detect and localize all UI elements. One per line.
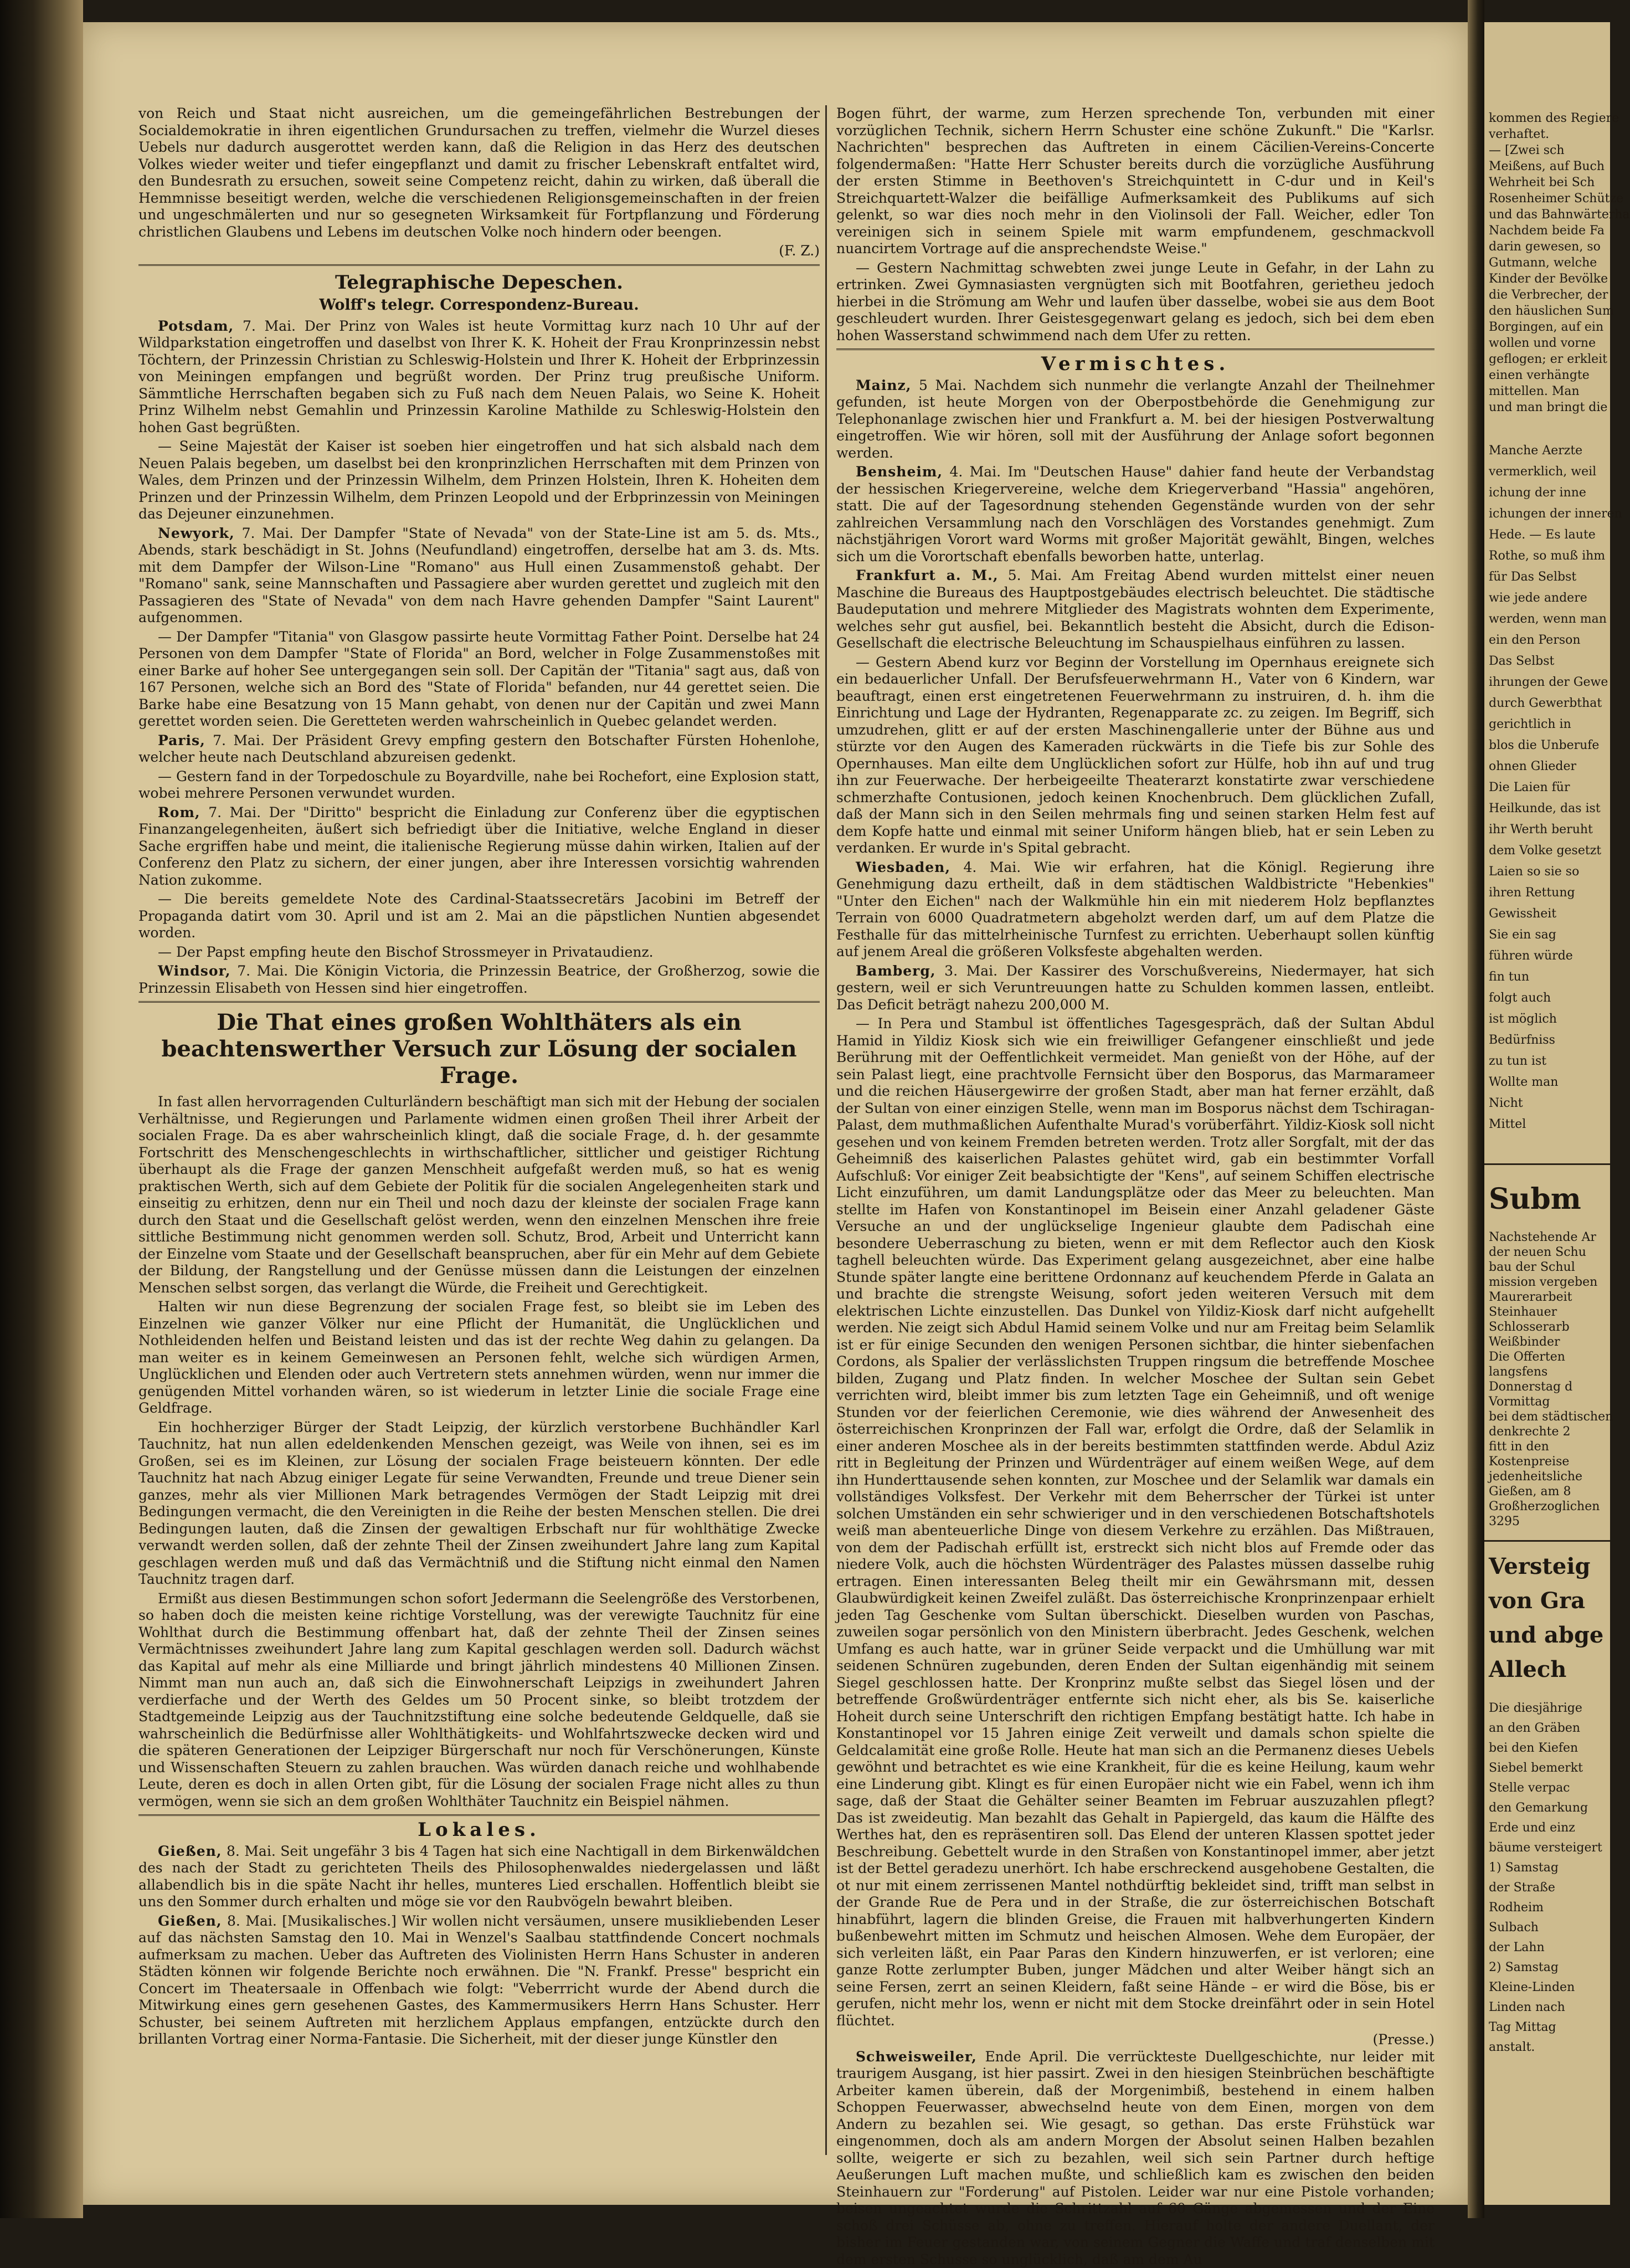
adjacent-page-line: führen würde xyxy=(1489,948,1605,964)
adjacent-page-line: verhaftet. xyxy=(1489,127,1605,142)
vermischtes-place: Wiesbaden, xyxy=(856,859,950,875)
vermischtes-text: 5 Mai. Nachdem sich nunmehr die verlangte Anzahl der Theilnehmer gefunden, ist heute Morgen von der Oberpostbehörde die Genehmigung zur Telephonanlage zwischen hier und Frankfurt a. M. bei der hiesigen Postverwaltung eingetroffen. Wie wir hören, soll mit der Ausführung der Anlage sofort begonnen werden. xyxy=(836,377,1434,461)
adjacent-page-line: und abge xyxy=(1489,1620,1605,1651)
adjacent-page-line: Kleine-Linden xyxy=(1489,1980,1605,1995)
adjacent-page-line: darin gewesen, so xyxy=(1489,239,1605,255)
vermischtes-place: Frankfurt a. M., xyxy=(856,567,999,583)
vermischtes-text: 4. Mai. Wie wir erfahren, hat die Königl. Regierung ihre Genehmigung dazu ertheilt, daß in dem städtischen Waldbistricte "Hebenkies" "Unter den Eichen" nach der Walkmühle hin ein mit niederem Holz bepflanztes Terrain von 6000 Quadratmetern abgeholzt werden darf, um auf dem Platze die Festhalle für das mittelrheinische Turnfest zu errichten. Ueberhaupt sollen künftig auf jenem Areal die größeren Volksfeste abgehalten werden. xyxy=(836,859,1434,960)
vermischtes-item xyxy=(836,2049,1434,2268)
adjacent-page-divider xyxy=(1484,1163,1610,1165)
adjacent-page-line: Rothe, so muß ihm xyxy=(1489,548,1605,564)
dispatch-text: — Gestern fand in der Torpedoschule zu Boyardville, nahe bei Rochefort, eine Explosion statt, wobei mehrere Personen verwundet wurden. xyxy=(138,768,820,802)
dispatch-text: 7. Mai. Der Prinz von Wales ist heute Vormittag kurz nach 10 Uhr auf der Wildparkstation eingetroffen und daselbst von Ihrer K. K. Hoheit der Frau Kronprinzessin nebst Töchtern, der Prinzessin Christian zu Schleswig-Holstein und Ihrer K. Hoheit der Erbprinzessin von Meiningen empfangen und begrüßt worden. Der Prinz trug preußische Uniform. Sämmtliche Herrschaften begaben sich zu Fuß nach dem Neuen Palais, wo Seine K. Hoheit Prinz Wilhelm nebst Gemahlin und Prinzessin Karoline Mathilde zu Schleswig-Holstein den hohen Gast begrüßten. xyxy=(138,318,820,435)
presse-signature: (Presse.) xyxy=(836,2031,1434,2049)
adjacent-page-line: der neuen Schu xyxy=(1489,1245,1605,1260)
lokales-place: Gießen, xyxy=(158,1913,222,1929)
dispatch-item xyxy=(138,438,820,523)
dispatch-text: 7. Mai. Der Präsident Grevy empfing gestern den Botschafter Fürsten Hohenlohe, welcher heute nach Deutschland abzureisen gedenkt. xyxy=(138,732,820,766)
adjacent-page-line: den häuslichen Sum xyxy=(1489,304,1605,319)
adjacent-page-line: einen verhängte xyxy=(1489,368,1605,383)
adjacent-page-line: Nachstehende Ar xyxy=(1489,1230,1605,1245)
adjacent-page-fragment xyxy=(1484,22,1610,2205)
book-binding-edge xyxy=(0,0,83,2218)
adjacent-page-line: Gewissheit xyxy=(1489,906,1605,922)
vermischtes-item xyxy=(836,654,1434,857)
vermischtes-item xyxy=(836,859,1434,961)
article-paragraph: Ein hochherziger Bürger der Stadt Leipzig, der kürzlich verstorbene Buchhändler Karl Tauchnitz, hat nun allen edeldenkenden Menschen gezeigt, was Weile von ihnen, sei es im Großen, sei es im Kleinen, zur Lösung der socialen Frage beisteuern könnten. Der edle Tauchnitz hat nach Abzug einiger Legate für seine Verwandten, Freunde und treue Diener sein ganzes, mehr als vier Millionen Mark betragendes Vermögen der Stadt Leipzig mit drei Bedingungen vermacht, die den Vereinigten in die Reihe der besten Menschen stellen. Die drei Bedingungen lauten, daß die Zinsen der gewaltigen Erbschaft nur für wohlthätige Zwecke verwandt werden sollen, daß der zehnte Theil der Zinsen zweihundert Jahre lang zum Kapital geschlagen werden muß und daß das Vermächtniß und die Stiftung nicht einmal den Namen Tauchnitz tragen darf. xyxy=(138,1419,820,1588)
adjacent-page-line: fin tun xyxy=(1489,969,1605,985)
adjacent-page-line: denkrechte 2 xyxy=(1489,1424,1605,1440)
article-paragraph: Halten wir nun diese Begrenzung der socialen Frage fest, so bleibt sie im Leben des Einzelnen wie ganzer Völker nur eine Pflicht der Humanität, die Unglücklichen und Nothleidenden helfen und Beistand leisten und das ist der rechte Weg dahin zu gelangen. Da man weiter es in keinem Gemeinwesen an Personen fehlt, welche sich würdigen Armen, Unglücklichen und Elenden oder auch Vertretern stets annehmen würden, wenn nur immer die genügenden Mittel vorhanden wären, so ist wiederum in letzter Linie die sociale Frage eine Geldfrage. xyxy=(138,1299,820,1417)
adjacent-page-heading: Subm xyxy=(1489,1180,1605,1219)
article-paragraph: Ermißt aus diesen Bestimmungen schon sofort Jedermann die Seelengröße des Verstorbenen, so haben doch die meisten keine richtige Vorstellung, was der verewigte Tauchnitz für eine Wohlthat durch die Bestimmung offenbart hat, daß der zehnte Theil der Zinsen seines Vermächtnisses zweihundert Jahre lang zum Kapital geschlagen werden soll. Dadurch wächst das Kapital auf mehr als eine Milliarde und bringt jährlich mindestens 40 Millionen Zinsen. Nimmt man nun auch an, daß sich die Einwohnerschaft Leipzigs in zweihundert Jahren verdierfache und der Werth des Geldes um 50 Procent sinke, so bleibt trotzdem der Stadtgemeinde Leipzig aus der Tauchnitzstiftung eine solche bedeutende Geldquelle, daß sie wahrscheinlich die Bedürfnisse aller Wohlthätigkeits- und Wohlfahrtszwecke decken wird und die späteren Generationen der Leipziger Bürgerschaft nur noch für Verschönerungen, Künste und Wissenschaften Steuern zu zahlen brauchen. Was würden danach reiche und wohlhabende Leute, deren es doch in allen Orten gibt, für die Lösung der socialen Frage nicht alles zu thun vermögen, wenn sie sich an dem großen Wohlthäter Tauchnitz ein Beispiel nähmen. xyxy=(138,1590,820,1810)
adjacent-page-line: Wollte man xyxy=(1489,1075,1605,1090)
vermischtes-place: Bamberg, xyxy=(856,963,936,979)
adjacent-page-line: Borgingen, auf ein xyxy=(1489,320,1605,335)
adjacent-page-line: und man bringt die xyxy=(1489,400,1605,415)
adjacent-page-line: ihrungen der Gewe xyxy=(1489,675,1605,690)
adjacent-page-line: Großherzoglichen xyxy=(1489,1499,1605,1515)
continuation-paragraph: — Gestern Nachmittag schwebten zwei junge Leute in Gefahr, in der Lahn zu ertrinken. Zwei Gymnasiasten vergnügten sich mit Bootfahren, gerietheu jedoch hierbei in die Strömung am Wehr und laufen über dasselbe, wobei sie aus dem Boot geschleudert wurden. Ihrer Geistesgegenwart gelang es jedoch, sich bei dem eben hohen Wasserstand schwimmend nach dem Ufer zu retten. xyxy=(836,260,1434,345)
vermischtes-place: Mainz, xyxy=(856,377,911,393)
adjacent-page-divider xyxy=(1484,1540,1610,1542)
column-rule xyxy=(825,105,827,2155)
adjacent-page-line: mission vergeben xyxy=(1489,1275,1605,1290)
adjacent-page-line: durch Gewerbthat xyxy=(1489,696,1605,711)
adjacent-page-line: 2) Samstag xyxy=(1489,1960,1605,1975)
dispatch-text: — Der Papst empfing heute den Bischof Strossmeyer in Privataudienz. xyxy=(158,944,654,960)
dispatch-item xyxy=(138,963,820,997)
adjacent-page-line: Stelle verpac xyxy=(1489,1780,1605,1796)
adjacent-page-line: ohnen Glieder xyxy=(1489,759,1605,774)
adjacent-page-line: 1) Samstag xyxy=(1489,1860,1605,1876)
adjacent-page-line: Die diesjährige xyxy=(1489,1701,1605,1716)
telegraph-subheading: Wolff's telegr. Correspondenz-Bureau. xyxy=(138,296,820,315)
adjacent-page-line: Versteig xyxy=(1489,1551,1605,1582)
vermischtes-text: — In Pera und Stambul ist öffentliches Tagesgespräch, daß der Sultan Abdul Hamid in Yildiz Kiosk sich wie ein freiwilliger Gefangener einschließt und jede Berührung mit der Oeffentlichkeit vermeidet. Man genießt von der Höhe, auf der sein Palast liegt, eine prachtvolle Fernsicht über den Bosporus, das Marmarameer und die reichen Häusergewirre der großen Stadt, aber man hat ferner erzählt, daß der Sultan von einer einzigen Stelle, wenn man im Bosporus nächst dem Tschiragan-Palast, dem muthmaßlichen Aufenthalte Murad's vorüberfährt. Yildiz-Kiosk soll nicht gesehen und von keinem Fremden betreten werden. Trotz aller Sorgfalt, mit der das Geheimniß des kaiserlichen Palastes gehütet wird, gab ein bestimmter Vorfall Aufschluß: Vor einiger Zeit beabsichtigte der "Kens", auf seinem Schiffen electrische Licht einzuführen, um damit Landungsplätze oder das Meer zu beleuchten. Man stellte im Hafen von Konstantinopel im Beisein einer Anzahl geladener Gäste Versuche an und der unglückselige Ingenieur glaubte dem Padischah eine besondere Ueberraschung zu bieten, wenn er mit dem Reflector auch den Kiosk taghell beleuchten würde. Das Experiment gelang ausgezeichnet, aber eine halbe Stunde später langte eine berittene Ordonnanz auf keuchendem Pferde in Galata an und brachte die strengste Weisung, sofort jeden weiteren Versuch mit dem elektrischen Lichte einzustellen. Das Dunkel von Yildiz-Kiosk darf nicht aufgehellt werden. Nie zeigt sich Abdul Hamid seinem Volke und nur am Freitag beim Selamlik ist er für einige Secunden den wenigen Personen sichtbar, die hinter siebenfachen Cordons, als Spalier der verlässlichsten Truppen ringsum die betreffende Moschee bilden, Zugang und Platz finden. In welcher Moschee der Sultan sein Gebet verrichten wird, bleibt immer bis zum letzten Tage ein Geheimniß, und oft wenige Stunden vor der feierlichen Ceremonie, wie dies während der Anwesenheit des österreichischen Kronprinzen der Fall war, erfolgt die Ordre, daß der Selamlik in einer anderen Moschee als in der bereits bestimmten stattfinden werde. Abdul Aziz ritt in Begleitung der Prinzen und Würdenträger auf einem weißen Wege, auf dem ihn Hunderttausende sehen konnten, zur Moschee und der Selamlik war damals ein vollständiges Volksfest. Der Verkehr mit dem Beherrscher der Türkei ist unter solchen Umständen ein sehr schwieriger und in den verschiedenen Botschaftshotels weiß man abenteuerliche Dinge von diesem Verkehre zu erzählen. Das Mißtrauen, von dem der Padischah erfüllt ist, erstreckt sich nicht blos auf Fremde oder das niedere Volk, auch die höchsten Würdenträger des Palastes müssen dasselbe ruhig ertragen. Einen interessanten Beleg theilt mir ein Gewährsmann mit, dessen Glaubwürdigkeit keinen Zweifel zuläßt. Das österreichische Kronprinzenpaar erhielt jeden Tag Geschenke vom Sultan überschickt. Dieselben wurden von Paschas, zuweilen sogar persönlich von den Ministern überbracht. Jedes Geschenk, welchen Umfang es auch hatte, war in grüner Seide verpackt und die Umhüllung war mit seidenen Schnüren zugebunden, deren Enden der Sultan eigenhändig mit seinem Siegel geschlossen hatte. Der Kronprinz mußte selbst das Siegel lösen und der betreffende Großwürdenträger entfernte sich nicht eher, als bis Se. kaiserliche Hoheit durch seine Unterschrift den richtigen Empfang bestätigt hatte. Ich habe in Konstantinopel vor 15 Jahren einige Zeit verweilt und damals schon spielte die Geldcalamität eine große Rolle. Heute hat man sich an die Permanenz dieses Uebels gewöhnt und betrachtet es wie eine Krankheit, für die es keine Heilung, kaum wehr eine Linderung gibt. Klingt es für einen Europäer nicht wie ein Fabel, wenn ich ihm sage, daß der Staat die Gehälter seiner Beamten im Februar auszuzahlen pflegt? Das ist zweideutig. Man bezahlt das Gehalt in Papiergeld, das kaum die Hälfte des Werthes hat, den es repräsentiren soll. Das Elend der unteren Klassen spottet jeder Beschreibung. Gebettelt wurde in den Straßen von Konstantinopel immer, aber jetzt ist der Bettel geradezu unerhört. Ich habe erschreckend ausgehobene Gestalten, die ot nur mit einem zerrissenen Mantel nothdürftig bekleidet sind, trifft man selbst in der Grande Rue de Pera und in der Straße, die zur österreichischen Botschaft hinabführt, lagern die blinden Greise, die Frauen mit halbverhungerten Kindern bußenbewehrt mitten im Schmutz und heischen Almosen. Wehe dem Europäer, der sich verleiten läßt, ein Paar Paras den Kindern hinzuwerfen, er ist verloren; eine ganze Rotte zerlumpter Buben, junger Mädchen und alter Weiber hängt sich an seine Fersen, zerrt an seinen Kleidern, faßt seine Hände – er wird die Böse, bis er gerufen, nicht mehr los, wenn er nicht mit dem Stocke dreinfährt oder in sein Hotel flüchtet. xyxy=(836,1015,1434,2029)
adjacent-page-line: Manche Aerzte xyxy=(1489,443,1605,459)
adjacent-page-line: Weißbinder xyxy=(1489,1335,1605,1350)
intro-signature: (F. Z.) xyxy=(138,243,820,260)
adjacent-page-line: Laien so sie so xyxy=(1489,864,1605,880)
adjacent-page-line: Linden nach xyxy=(1489,2000,1605,2015)
adjacent-page-line: vermerklich, weil xyxy=(1489,464,1605,480)
adjacent-page-line: Das Selbst xyxy=(1489,654,1605,669)
continuation-paragraph: Bogen führt, der warme, zum Herzen sprechende Ton, verbunden mit einer vorzüglichen Technik, sichern Herrn Schuster eine schöne Zukunft." Die "Karlsr. Nachrichten" besprechen das Auftreten in einem Cäcilien-Vereins-Concerte folgendermaßen: "Hatte Herr Schuster bereits durch die vorzügliche Ausführung der ersten Stimme in Beethoven's Streichquintett in C-dur und in Keil's Streichquartett-Walzer die beifällige Aufmerksamkeit des Publikums auf sich gelenkt, so war dies noch mehr in den Violinsoli der Fall. Weicher, edler Ton vereinigen sich in seinem Spiele mit warm empfundenem, geschmackvoll nuancirtem Vortrage auf die ansprechendste Weise." xyxy=(836,105,1434,258)
adjacent-page-line: Gutmann, welche xyxy=(1489,255,1605,271)
adjacent-page-line: Vormittag xyxy=(1489,1394,1605,1410)
dispatch-place: Paris, xyxy=(158,732,205,748)
vermischtes-item xyxy=(836,464,1434,565)
dispatch-place: Windsor, xyxy=(158,963,231,979)
vermischtes-heading: Vermischtes. xyxy=(836,356,1434,373)
adjacent-page-line: Maurerarbeit xyxy=(1489,1290,1605,1305)
adjacent-page-line: Heilkunde, das ist xyxy=(1489,801,1605,817)
section-divider xyxy=(138,264,820,266)
adjacent-page-line: Donnerstag d xyxy=(1489,1379,1605,1395)
dispatch-item xyxy=(138,891,820,942)
dispatch-text: 7. Mai. Der "Diritto" bespricht die Einladung zur Conferenz über die egyptischen Finanzangelegenheiten, äußert sich befriedigt über die Initiative, welche England in dieser Sache ergriffen habe und meint, die italienische Regierung müsse dahin wirken, Italien auf der Conferenz den Platz zu sichern, der einer jungen, aber ihre Interessen vorsichtig wahrenden Nation zukomme. xyxy=(138,804,820,888)
adjacent-page-line: ihren Rettung xyxy=(1489,885,1605,901)
adjacent-page-line: fitt in den xyxy=(1489,1439,1605,1455)
dispatch-item xyxy=(138,732,820,766)
adjacent-page-line: dem Volke gesetzt xyxy=(1489,843,1605,859)
adjacent-page-line: Nicht xyxy=(1489,1096,1605,1111)
adjacent-page-line: Siebel bemerkt xyxy=(1489,1761,1605,1776)
adjacent-page-line: ihr Werth beruht xyxy=(1489,822,1605,838)
adjacent-page-line: Kinder der Bevölke xyxy=(1489,271,1605,287)
adjacent-page-line: Gießen, am 8 xyxy=(1489,1484,1605,1500)
adjacent-page-line: langsfens xyxy=(1489,1364,1605,1380)
lokales-place: Gießen, xyxy=(158,1843,222,1859)
adjacent-page-line: bäume versteigert xyxy=(1489,1840,1605,1856)
adjacent-page-line: wie jede andere xyxy=(1489,591,1605,606)
adjacent-page-line: anstalt. xyxy=(1489,2040,1605,2055)
vermischtes-text: — Gestern Abend kurz vor Beginn der Vorstellung im Opernhaus ereignete sich ein bedauerlicher Unfall. Der Berufsfeuerwehrmann H., Vater von 6 Kindern, war beauftragt, einen erst eingetretenen Feuerwehrmann zu instruiren, d. h. ihm die Einrichtung und Lage der Hydranten, Regenapparate zc. zu zeigen. Im Begriff, sich umzudrehen, glitt er auf der ersten Maschinengallerie unter der Bühne aus und stürzte vor den Augen des Kameraden rückwärts in die Tiefe bis zur Sohle des Opernhauses. Man eilte dem Unglücklichen sofort zur Hülfe, hob ihn auf und trug ihn zur Feuerwache. Der herbeigeeilte Theaterarzt konstatirte zwar verschiedene schmerzhafte Contusionen, jedoch keinen Knochenbruch. Dem glücklichen Zufall, daß der Mann sich in den Seilen mehrmals fing und seinen starken Helm fest auf dem Kopfe hatte und einmal mit seiner Uniform hängen blieb, hat er sein Leben zu verdanken. Er wurde in's Spital gebracht. xyxy=(836,654,1434,856)
dispatch-item xyxy=(138,318,820,437)
adjacent-page-line: jedenheitsliche xyxy=(1489,1469,1605,1485)
adjacent-page-line: Wehrheit bei Sch xyxy=(1489,175,1605,191)
telegraph-heading: Telegraphische Depeschen. xyxy=(138,271,820,294)
adjacent-page-line: von Gra xyxy=(1489,1585,1605,1617)
adjacent-page-line: kommen des Regiere xyxy=(1489,111,1605,126)
adjacent-page-line: Sulbach xyxy=(1489,1920,1605,1936)
adjacent-page-line: für Das Selbst xyxy=(1489,569,1605,585)
dispatch-place: Potsdam, xyxy=(158,318,234,334)
dispatch-text: — Der Dampfer "Titania" von Glasgow passirte heute Vormittag Father Point. Derselbe hat 24 Personen von dem Dampfer "State of Florida" an Bord, welcher in Folge Zusammenstoßes mit einer Barke auf hoher See untergegangen sein soll. Der Capitän der "Titania" sagt aus, daß von 167 Personen, welche sich an Bord des "State of Florida" befanden, nur 44 gerettet seien. Die Barke habe eine Besatzung von 15 Mann gehabt, von denen nur der Capitän und zwei Mann gerettet worden seien. Die Geretteten werden wahrscheinlich in Quebec gelandet werden. xyxy=(138,629,820,730)
dispatch-list xyxy=(138,318,820,997)
adjacent-page-line: wollen und vorne xyxy=(1489,336,1605,351)
vermischtes-item xyxy=(836,377,1434,462)
dispatch-text: — Die bereits gemeldete Note des Cardinal-Staatssecretärs Jacobini im Betreff der Propaganda datirt vom 30. April und ist am 2. Mai an die päpstlichen Nuntien abgesendet worden. xyxy=(138,891,820,941)
adjacent-page-line: werden, wenn man xyxy=(1489,612,1605,627)
article-paragraph: In fast allen hervorragenden Culturländern beschäftigt man sich mit der Hebung der socialen Verhältnisse, und Regierungen und Parlamente widmen einen großen Theil ihrer Arbeit der socialen Frage. Da es aber wahrscheinlich klingt, daß die sociale Frage, d. h. der gesammte Fortschritt des Menschengeschlechts in wirthschaftlicher, sittlicher und geistiger Richtung überhaupt als die Frage der ganzen Menschheit aufgefaßt werden muß, so hat es wenig praktischen Werth, sich auf dem Gebiete der Politik für die socialen Angelegenheiten stark und einseitig zu erhitzen, denn nur ein Theil und noch dazu der kleinste der socialen Frage kann durch den Staat und die Gesellschaft gelöst werden, wenn den einzelnen Menschen ihre freie sittliche Bestimmung nicht genommen werden soll. Schutz, Brod, Arbeit und Unterricht kann der Einzelne vom Staate und der Gesellschaft beanspruchen, aber für ein Mehr auf dem Gebiete der Bildung, der Rangstellung und der Genüsse müssen dann die Leistungen der einzelnen Menschen selbst sorgen, das verlangt die Würde, die Freiheit und Gerechtigkeit. xyxy=(138,1094,820,1296)
right-column xyxy=(836,105,1434,2188)
adjacent-page-line: gerichtlich in xyxy=(1489,717,1605,732)
adjacent-page-line: Mittel xyxy=(1489,1117,1605,1132)
dispatch-text: 7. Mai. Der Dampfer "State of Nevada" von der State-Line ist am 5. ds. Mts., Abends, stark beschädigt in St. Johns (Neufundland) eingetroffen, derselbe hat am 3. ds. Mts. mit dem Dampfer der Wilson-Line "Romano" aus Hull einen Zusammenstoß gehabt. Der "Romano" sank, seine Mannschaften und Passagiere aber wurden gerettet und zugleich mit den Passagieren des "State of Nevada" von dem nach Havre gehenden Dampfer "Saint Laurent" aufgenommen. xyxy=(138,525,820,626)
dispatch-item xyxy=(138,804,820,889)
book-gutter xyxy=(1468,0,1484,2218)
dispatch-item xyxy=(138,768,820,802)
dispatch-item xyxy=(138,629,820,730)
vermischtes-text: 4. Mai. Im "Deutschen Hause" dahier fand heute der Verbandstag der hessischen Kriegervereine, welche dem Kriegerverband "Hassia" angehören, statt. Die auf der Tagesordnung stehenden Gegenstände wurden von der sehr zahlreichen Versammlung nach den Vorschlägen des Vorstandes genehmigt. Zum nächstjährigen Vorort ward Worms mit großer Majorität gewählt, Bingen, welches sich um die Vorortschaft ebenfalls beworben hatte, unterlag. xyxy=(836,464,1434,565)
vermischtes-place: Schweisweiler, xyxy=(856,2049,977,2065)
adjacent-page-line: blos die Unberufe xyxy=(1489,738,1605,753)
section-divider xyxy=(836,348,1434,350)
adjacent-page-line: Die Offerten xyxy=(1489,1349,1605,1365)
vermischtes-item xyxy=(836,567,1434,652)
intro-paragraph: von Reich und Staat nicht ausreichen, um die gemeingefährlichen Bestrebungen der Socialdemokratie in ihren eigentlichen Grundursachen zu treffen, vielmehr die Wurzel dieses Uebels nur dadurch ausgerottet werden kann, daß die Religion in das Herz des deutschen Volkes wieder weiter und tiefer eingepflanzt und damit zu frischer Lebenskraft entfaltet wird, den Bundesrath zu ersuchen, soweit seine Competenz reicht, dahin zu wirken, daß überall die Hemmnisse beseitigt werden, welche die verschiedenen Religionsgemeinschaften in der freien und ungeschmälerten und nur so gesegneten Wirksamkeit für Fortpflanzung und Förderung christlichen Glaubens und Lebens im deutschen Volke noch hindern oder beengen. xyxy=(138,105,820,240)
adjacent-page-line: der Lahn xyxy=(1489,1940,1605,1956)
dispatch-place: Rom, xyxy=(158,804,200,820)
vermischtes-text: Ende April. Die verrückteste Duellgeschichte, nur leider mit traurigem Ausgang, ist hier passirt. Zwei in den hiesigen Steinbrüchen beschäftigte Arbeiter kamen überein, daß der Morgenimbiß, bestehend in einem halben Schoppen Feuerwasser, abwechselnd heute von dem Einen, morgen von dem Andern zu bezahlen sei. Wie gesagt, so gethan. Das erste Frühstück war eingenommen, doch als am andern Morgen der Absolut seinen Halben bezahlen sollte, weigerte er sich zu bezahlen, weil sich sein Partner durch heftige Aeußerungen Luft machen mußte, und schließlich kam es zwischen den beiden Steinhauern zur "Forderung" auf Pistolen. Leider war nur eine Pistole vorhanden; beisen ungeachtet wurde die Schrittzahl auf 60 Gänge abgemessen und der Eine schoß drei Schüsse ab, ohne zu treffen. Hierauf holte der andere Duellant, der bisher im Feuer gestanden war, von seinem Gegner die Waffe und traf denselben mit dem ersten Schusse so unglücklich, daß am dem Au xyxy=(836,2049,1434,2267)
adjacent-page-line: die Verbrecher, der xyxy=(1489,288,1605,303)
adjacent-page-line: Kostenpreise xyxy=(1489,1454,1605,1470)
adjacent-page-line: ein den Person xyxy=(1489,633,1605,648)
adjacent-page-line: und das Bahnwärterha xyxy=(1489,207,1605,223)
vermischtes-item xyxy=(836,1015,1434,2029)
vermischtes-text: 3. Mai. Der Kassirer des Vorschußvereins, Niedermayer, hat sich gestern, weil er sich Veruntreuungen hatte zu Schulden kommen lassen, entleibt. Das Deficit beträgt nahezu 200,000 M. xyxy=(836,963,1434,1013)
vermischtes-place: Bensheim, xyxy=(856,464,943,480)
adjacent-page-line: bei den Kiefen xyxy=(1489,1741,1605,1756)
adjacent-page-line: Tag Mittag xyxy=(1489,2020,1605,2035)
adjacent-page-line: Nachdem beide Fa xyxy=(1489,223,1605,239)
adjacent-page-line: 3295 xyxy=(1489,1514,1605,1530)
lokales-item xyxy=(138,1913,820,2048)
adjacent-page-line: ichung der inne xyxy=(1489,485,1605,501)
adjacent-page-line: Bedürfniss xyxy=(1489,1033,1605,1048)
adjacent-page-line: Rosenheimer Schütze xyxy=(1489,191,1605,207)
dispatch-text: — Seine Majestät der Kaiser ist soeben hier eingetroffen und hat sich alsbald nach dem Neuen Palais begeben, um daselbst bei den kronprinzlichen Herrschaften mit dem Prinzen von Wales, dem Prinzen und der Prinzessin Wilhelm, dem Prinzen Holstein, Ihren K. Hoheiten dem Prinzen und der Prinzessin Wilhelm, dem Prinzen Leopold und der Erbprinzessin von Meiningen das Dejeuner einzunehmen. xyxy=(138,438,820,522)
adjacent-page-line: den Gemarkung xyxy=(1489,1800,1605,1816)
adjacent-page-line: mittellen. Man xyxy=(1489,384,1605,399)
adjacent-page-line: der Straße xyxy=(1489,1880,1605,1896)
lokales-heading: Lokales. xyxy=(138,1821,820,1839)
adjacent-page-line: an den Gräben xyxy=(1489,1721,1605,1736)
adjacent-page-line: — [Zwei sch xyxy=(1489,143,1605,158)
section-divider xyxy=(138,1814,820,1816)
newspaper-page xyxy=(83,22,1468,2205)
adjacent-page-line: zu tun ist xyxy=(1489,1054,1605,1069)
vermischtes-item xyxy=(836,963,1434,1014)
adjacent-page-line: Sie ein sag xyxy=(1489,927,1605,943)
adjacent-page-line: bau der Schul xyxy=(1489,1260,1605,1275)
adjacent-page-line: Schlosserarb xyxy=(1489,1320,1605,1335)
adjacent-page-line: Hede. — Es laute xyxy=(1489,527,1605,543)
adjacent-page-line: ichungen der inneren xyxy=(1489,506,1605,522)
lokales-text: 8. Mai. [Musikalisches.] Wir wollen nicht versäumen, unsere musikliebenden Leser auf das nächsten Samstag den 10. Mai in Wenzel's Saalbau stattfindende Concert nochmals aufmerksam zu machen. Ueber das Auftreten des Violinisten Herrn Hans Schuster in anderen Städten können wir folgende Berichte noch erwähnen. Die "N. Frankf. Presse" bespricht ein Concert im Theatersaale in Offenbach wie folgt: "Veberrricht wurde der Abend durch die Mitwirkung eines gern gesehenen Gastes, des Kammermusikers Herrn Hans Schuster. Herr Schuster, bei seinem Auftreten mit herzlichem Applaus empfangen, entzückte durch den brillanten Vortrag einer Norma-Fantasie. Die Sicherheit, mit der dieser junge Künstler den xyxy=(138,1913,820,2048)
adjacent-page-line: Meißens, auf Buch xyxy=(1489,159,1605,175)
left-column xyxy=(138,105,820,2188)
adjacent-page-line: Rodheim xyxy=(1489,1900,1605,1916)
dispatch-item xyxy=(138,944,820,961)
dispatch-item xyxy=(138,525,820,627)
lokales-item xyxy=(138,1843,820,1911)
adjacent-page-line: Erde und einz xyxy=(1489,1820,1605,1836)
adjacent-page-line: Allech xyxy=(1489,1654,1605,1685)
dispatch-text: 7. Mai. Die Königin Victoria, die Prinzessin Beatrice, der Großherzog, sowie die Prinzessin Elisabeth von Hessen sind hier eingetroffen. xyxy=(138,963,820,996)
dispatch-place: Newyork, xyxy=(158,525,235,541)
adjacent-page-line: geflogen; er erkleit xyxy=(1489,352,1605,367)
adjacent-page-line: bei dem städtischen xyxy=(1489,1409,1605,1425)
adjacent-page-line: folgt auch xyxy=(1489,991,1605,1006)
article-heading: Die That eines großen Wohlthäters als ein beachtenswerther Versuch zur Lösung der socialen Frage. xyxy=(138,1009,820,1089)
adjacent-page-line: Die Laien für xyxy=(1489,780,1605,796)
lokales-text: 8. Mai. Seit ungefähr 3 bis 4 Tagen hat sich eine Nachtigall in dem Birkenwäldchen des nach der Stadt zu gerichteten Theils des Philosophenwaldes niedergelassen und läßt allabendlich bis in die späte Nacht ihr helles, munteres Lied erschallen. Hoffentlich bleibt sie uns den Sommer durch erhalten und möge sie vor den Raubvögeln bewahrt bleiben. xyxy=(138,1843,820,1910)
adjacent-page-line: ist möglich xyxy=(1489,1012,1605,1027)
vermischtes-text: 5. Mai. Am Freitag Abend wurden mittelst einer neuen Maschine die Bureaus des Hauptpostgebäudes electrisch beleuchtet. Die städtische Baudeputation und mehrere Mitglieder des Magistrats wohnten dem Experimente, welches sehr gut ausfiel, bei. Bekanntlich besteht die Absicht, durch die Edison-Gesellschaft die electrische Beleuchtung im Schauspielhaus einführen zu lassen. xyxy=(836,567,1434,651)
adjacent-page-line: Steinhauer xyxy=(1489,1305,1605,1320)
section-divider xyxy=(138,1001,820,1003)
